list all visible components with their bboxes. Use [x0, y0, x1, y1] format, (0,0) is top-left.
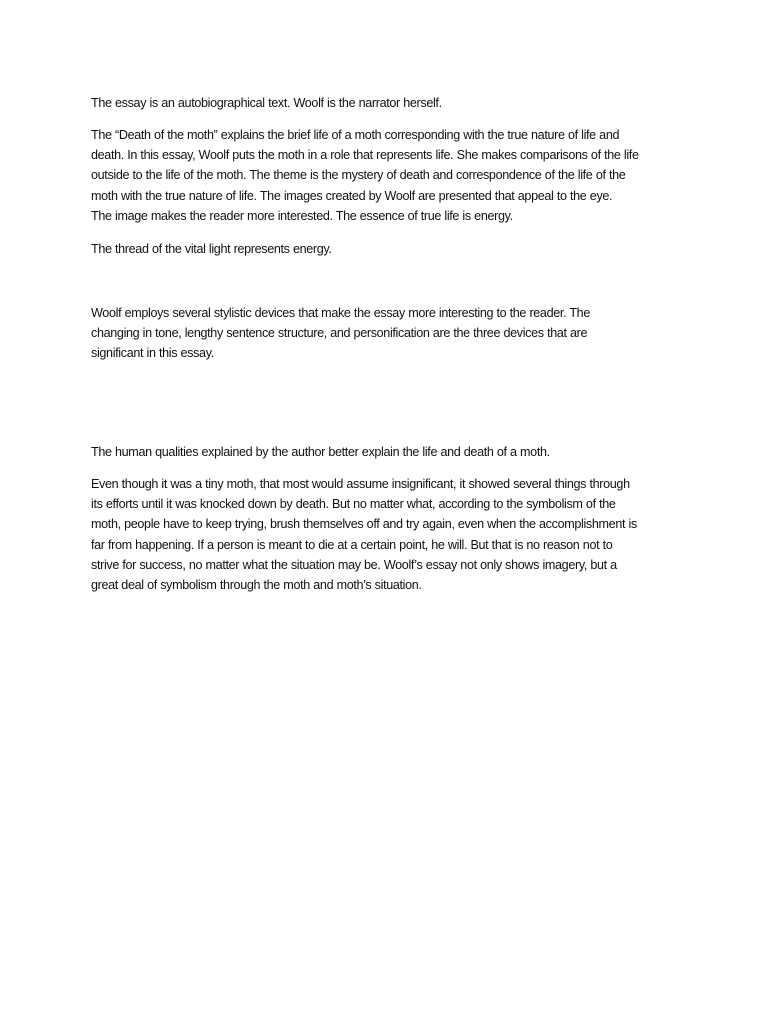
paragraph-text: Woolf employs several stylistic devices that make the essay more interesting to the reader. The changing in tone, lengthy sentence structure, and personification are the three devices that are significant in this essay. [91, 306, 590, 361]
paragraph-intro [91, 93, 691, 113]
paragraph-summary [91, 125, 691, 226]
paragraph-thread [91, 239, 691, 259]
paragraph-text: The thread of the vital light represents energy. [91, 242, 332, 256]
paragraph-text: The “Death of the moth” explains the brief life of a moth corresponding with the true nature of life and death. In this essay, Woolf puts the moth in a role that represents life. She makes comparisons of the life outside to the life of the moth. The theme is the mystery of death and correspondence of the life of the moth with the true nature of life. The images created by Woolf are presented that appeal to the eye. The image makes the reader more interested. The essence of true life is energy. [91, 128, 639, 223]
paragraph-text: Even though it was a tiny moth, that most would assume insignificant, it showed several things through its efforts until it was knocked down by death. But no matter what, according to the symbolism of the moth, people have to keep trying, brush themselves off and try again, even when the accomplishment is far from happening. If a person is meant to die at a certain point, he will. But that is no reason not to strive for success, no matter what the situation may be. Woolf’s essay not only shows imagery, but a great deal of symbolism through the moth and moth’s situation. [91, 477, 637, 593]
paragraph-text: The essay is an autobiographical text. Woolf is the narrator herself. [91, 96, 442, 110]
paragraph-human-qualities [91, 442, 691, 462]
paragraph-conclusion [91, 474, 691, 595]
paragraph-text: The human qualities explained by the author better explain the life and death of a moth. [91, 445, 550, 459]
paragraph-devices [91, 303, 691, 364]
